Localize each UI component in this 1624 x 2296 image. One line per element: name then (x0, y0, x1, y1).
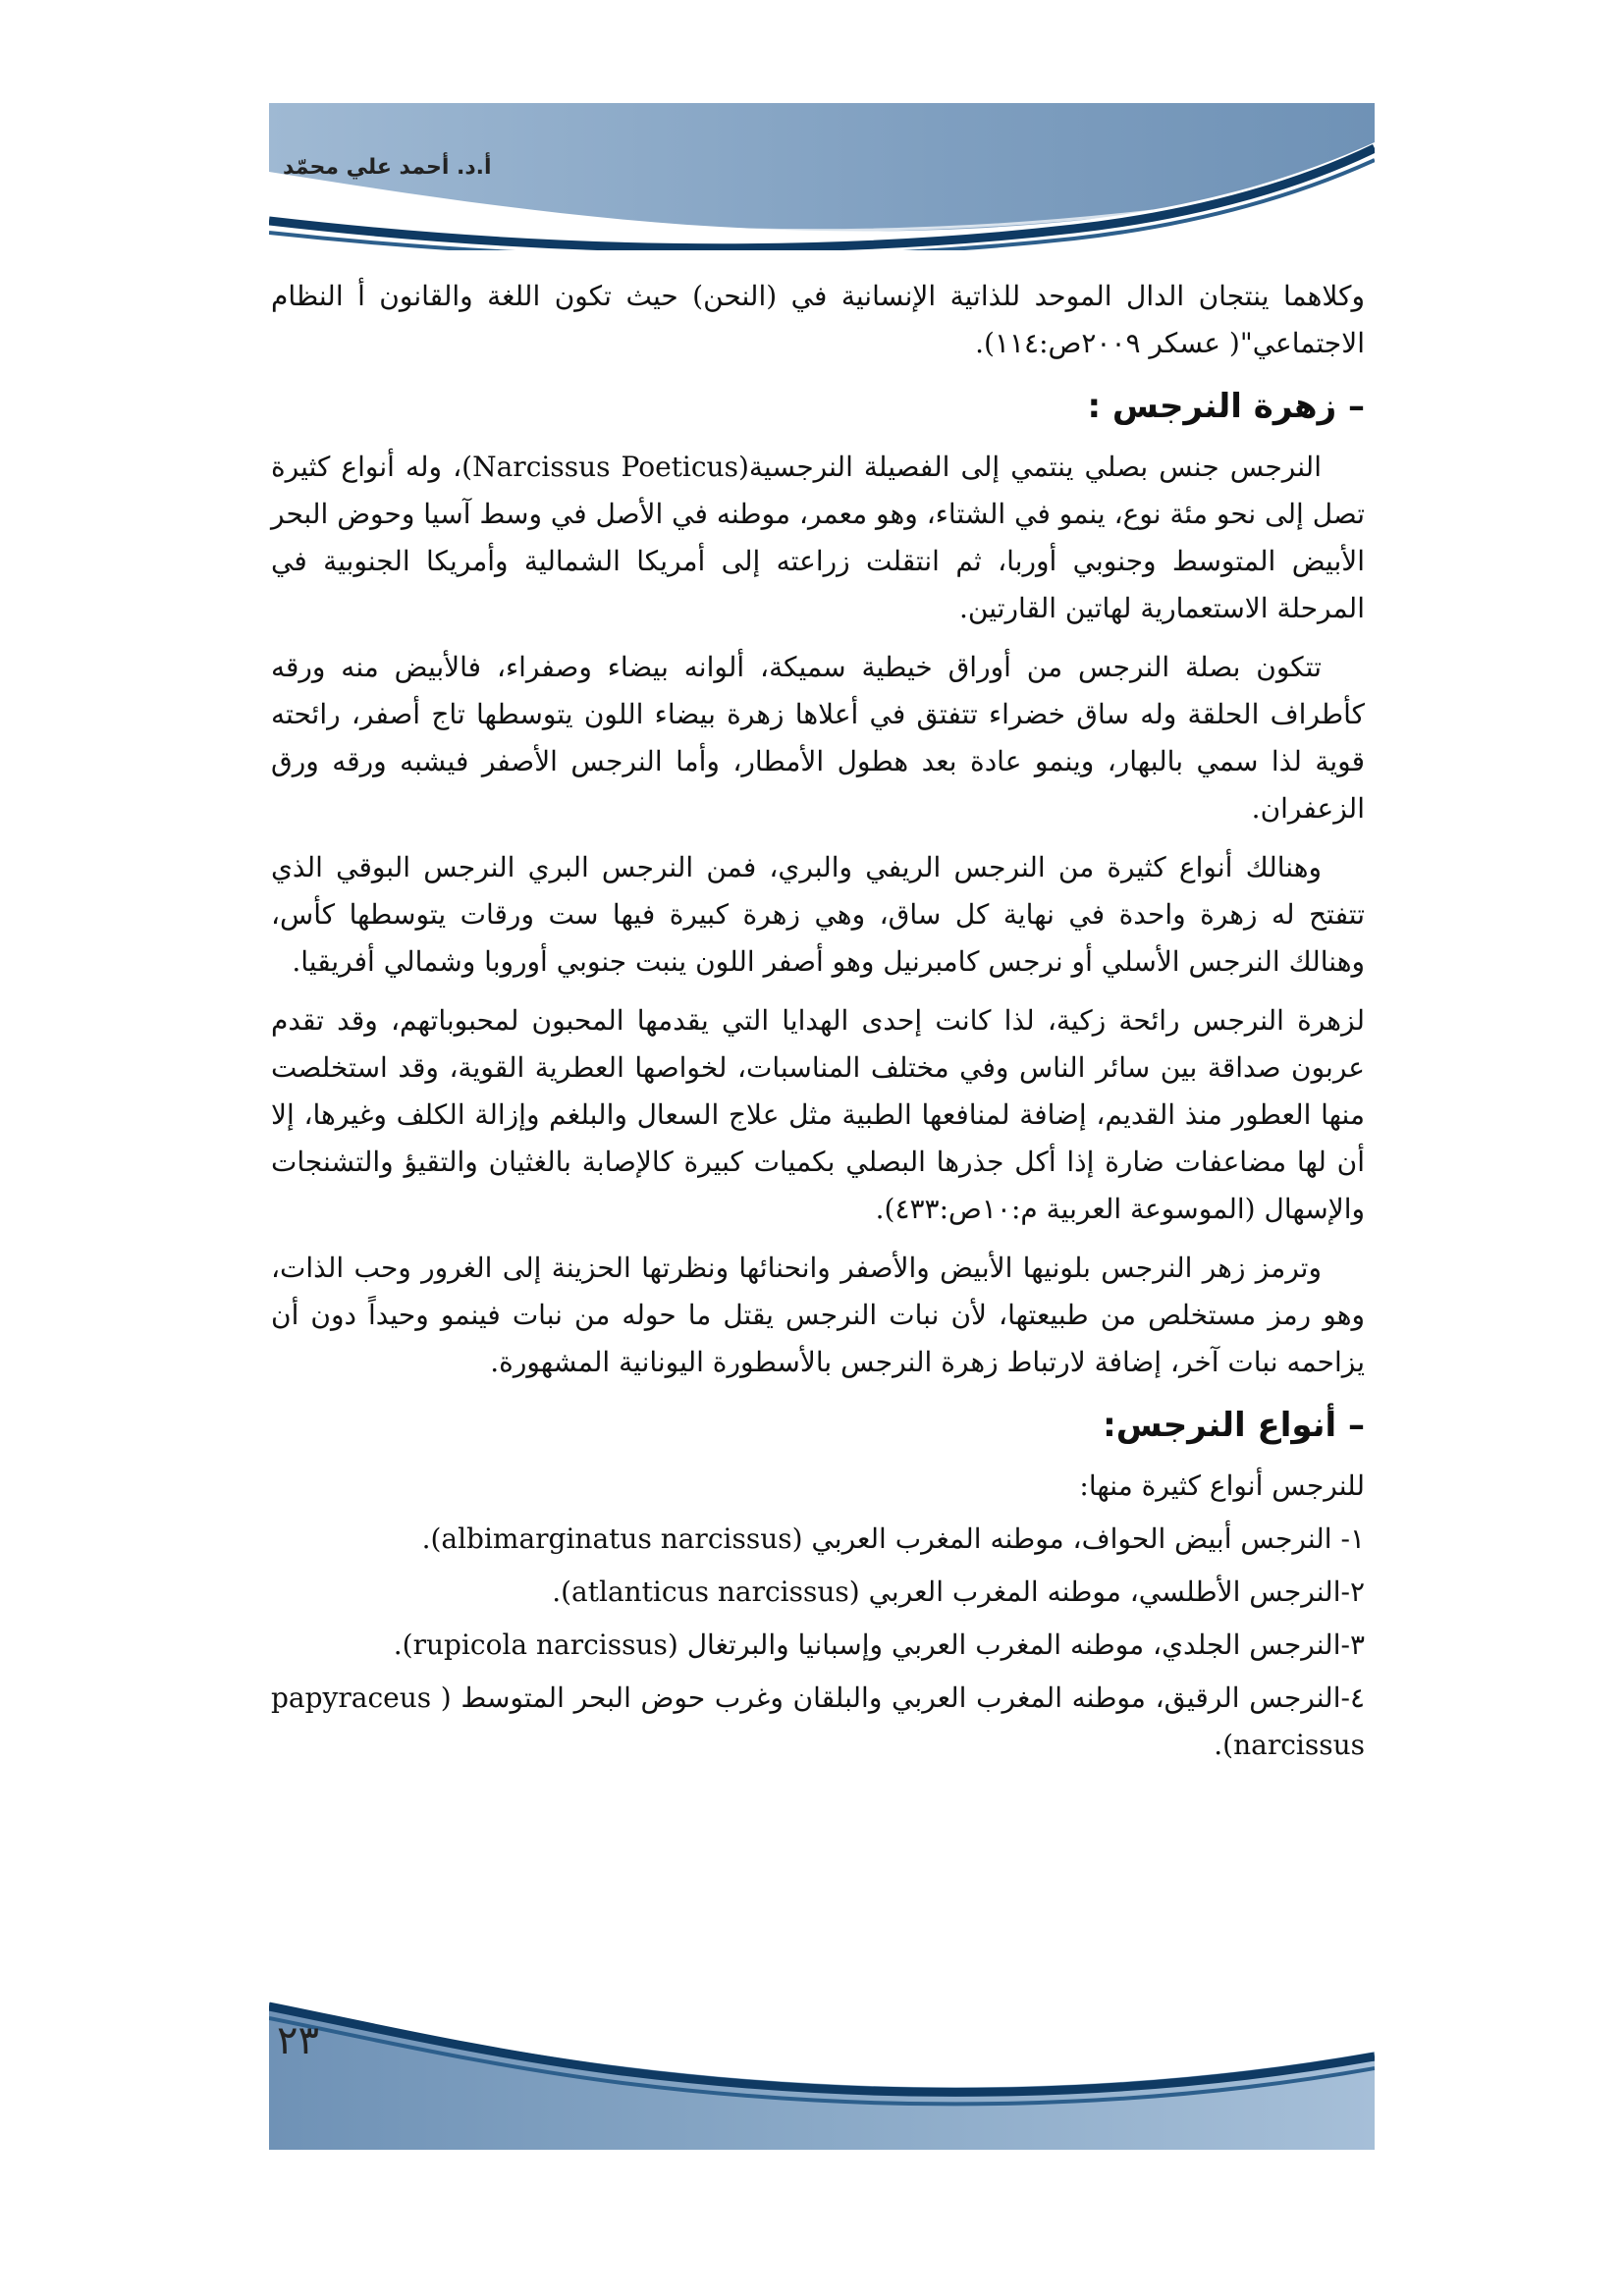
page-number: ٢٣ (277, 2018, 319, 2063)
paragraph: لزهرة النرجس رائحة زكية، لذا كانت إحدى الهدايا التي يقدمها المحبون لمحبوباتهم، وقد تقدم عربون صداقة بين سائر الناس وفي مختلف المناسبات، لخواصها العطرية القوية، وقد استخلصت منها العطور منذ القديم، إضافة لمنافعها الطبية مثل علاج السعال والبلغم وإزالة الكلف وغيرها، إلا أن لها مضاعفات ضارة إذا أكل جذرها البصلي بكميات كبيرة كالإصابة بالغثيان والتقيؤ والتشنجات والإسهال (الموسوعة العربية م:١٠ص:٤٣٣). (271, 1004, 1366, 1225)
list-intro: للنرجس أنواع كثيرة منها: (1079, 1469, 1365, 1502)
section-heading-narcissus-flower: – زهرة النرجس : (1087, 387, 1365, 426)
list-item: ٤-النرجس الرقيق، موطنه المغرب العربي والبلقان وغرب حوض البحر المتوسط ( papyraceus narcissus). (271, 1682, 1365, 1761)
paragraph: تتكون بصلة النرجس من أوراق خيطية سميكة، ألوانه بيضاء وصفراء، فالأبيض منه ورقه كأطراف الحلقة وله ساق خضراء تتفتق في أعلاها زهرة بيضاء اللون يتوسطها تاج أصفر، رائحته قوية لذا سمي بالبهار، وينمو عادة بعد هطول الأمطار، وأما النرجس الأصفر فيشبه ورقه ورق الزعفران. (271, 651, 1365, 825)
footer-wave-graphic (269, 1983, 1375, 2150)
footer-banner (269, 1983, 1375, 2150)
paragraph: النرجس جنس بصلي ينتمي إلى الفصيلة النرجسية(Narcissus Poeticus)، وله أنواع كثيرة تصل إلى نحو مئة نوع، ينمو في الشتاء، وهو معمر، موطنه في الأصل في وسط آسيا وحوض البحر الأبيض المتوسط وجنوبي أوربا، ثم انتقلت زراعته إلى أمريكا الشمالية وأمريكا الجنوبية في المرحلة الاستعمارية لهاتين القارتين. (271, 451, 1365, 624)
list-item: ٢-النرجس الأطلسي، موطنه المغرب العربي (atlanticus narcissus). (552, 1575, 1365, 1608)
list-item: ١- النرجس أبيض الحواف، موطنه المغرب العربي (albimarginatus narcissus). (421, 1522, 1365, 1555)
paragraph: وهنالك أنواع كثيرة من النرجس الريفي والبري، فمن النرجس البري النرجس البوقي الذي تتفتح له زهرة واحدة في نهاية كل ساق، وهي زهرة كبيرة فيها ست ورقات يتوسطها كأس، وهنالك النرجس الأسلي أو نرجس كامبرنيل وهو أصفر اللون ينبت جنوبي أوروبا وشمالي أفريقيا. (271, 851, 1365, 978)
author-name: أ.د. أحمد علي محمّد (283, 155, 492, 180)
section-heading-narcissus-types: – أنواع النرجس: (1103, 1406, 1365, 1445)
list-item: ٣-النرجس الجلدي، موطنه المغرب العربي وإسبانيا والبرتغال (rupicola narcissus). (393, 1629, 1365, 1661)
paragraph: وترمز زهر النرجس بلونيها الأبيض والأصفر وانحنائها ونظرتها الحزينة إلى الغرور وحب الذات، وهو رمز مستخلص من طبيعتها، لأن نبات النرجس يقتل ما حوله من نبات فينمو وحيداً دون أن يزاحمه نبات آخر، إضافة لارتباط زهرة النرجس بالأسطورة اليونانية المشهورة. (271, 1252, 1365, 1378)
document-body (271, 273, 1365, 1775)
continuation-paragraph: وكلاهما ينتجان الدال الموحد للذاتية الإنسانية في (النحن) حيث تكون اللغة والقانون أ النظام الاجتماعي"( عسكر ٢٠٠٩ص:١١٤). (271, 280, 1365, 359)
